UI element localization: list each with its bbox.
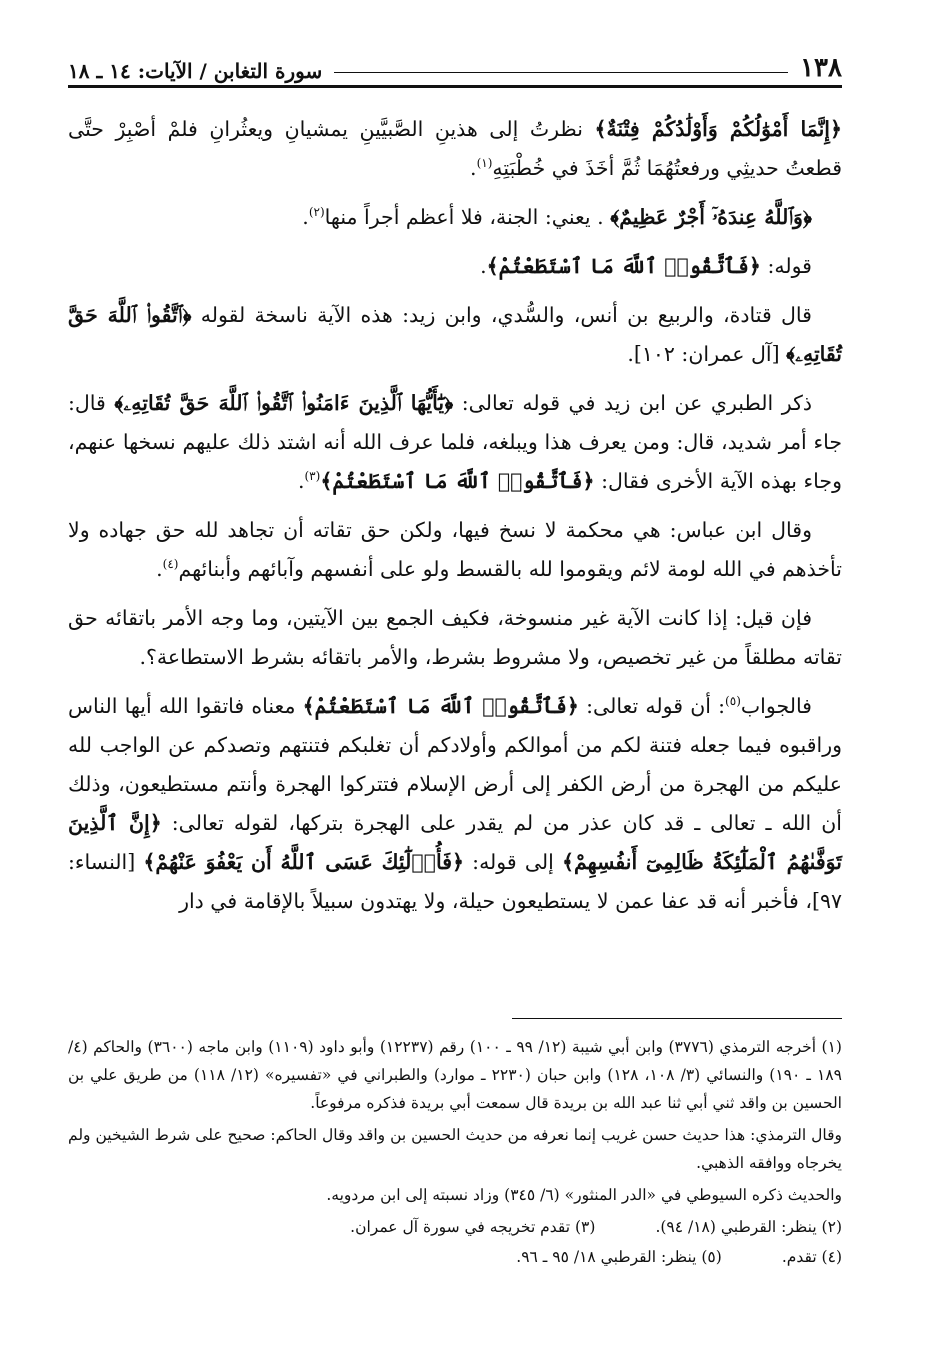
paragraph-text: [النساء: ٩٧]، فأخبر أنه قد عفا عمن لا يستطيعون حيلة، ولا يهتدون سبيلاً بالإقامة في دار xyxy=(68,850,842,913)
paragraph-text: إلى قوله: xyxy=(472,850,554,874)
footnote-2: (٢) ينظر: القرطبي (١٨/ ٩٤). xyxy=(655,1218,842,1236)
paragraph-text: معناه فاتقوا الله أيها الناس وراقبوه فيما جعله فتنة لكم من أموالكم وأولادكم أن تغلبكم فتنتهم وتصدكم عن الواجب لله عليكم من الهجرة من أرض الكفر إلى أرض الإسلام فتتركوا الهجرة وأنتم مستطيعون، وذلك أن الله ـ تعالى ـ قد كان عذر من لم يقدر على الهجرة بتركها، لقوله تعالى: xyxy=(68,694,842,835)
header-rule xyxy=(334,72,788,73)
quran-verse: ﴿وَٱللَّهُ عِندَهُۥٓ أَجْرٌ عَظِيمٌ﴾ xyxy=(610,205,812,229)
footnote-row xyxy=(68,1213,842,1241)
quran-verse: ﴿فَٱتَّقُوا۟ ٱللَّهَ مَا ٱسْتَطَعْتُمْ﴾ xyxy=(302,694,579,718)
paragraph-text: نظرتُ إلى هذينِ الصَّبيَّينِ يمشيانِ ويعثُرانِ فلمْ أصْبِرْ حتَّى قطعتُ حديثِي ورفعتُهُمَا ثُمَّ أخَذَ في خُطْبَتِهِ xyxy=(68,117,842,180)
verse-citation: [آل عمران: ١٠٢]. xyxy=(627,342,780,366)
punctuation: . xyxy=(297,469,305,493)
document-page xyxy=(68,48,842,1338)
paragraph xyxy=(68,599,842,677)
paragraph-text: ذكر الطبري عن ابن زيد في قوله تعالى: xyxy=(461,391,812,415)
quran-verse: ﴿ٱتَّقُوا۟ ٱللَّهَ حَقَّ تُقَاتِهِۦ﴾ xyxy=(68,303,842,366)
page-number: ١٣٨ xyxy=(800,53,842,83)
footnote-list xyxy=(68,1033,842,1271)
punctuation: . xyxy=(480,254,487,278)
paragraph xyxy=(68,384,842,501)
quran-verse: ﴿إِنَّمَا أَمْوَٰلُكُمْ وَأَوْلَٰدُكُمْ فِتْنَةٌ﴾ xyxy=(594,117,842,141)
paragraph xyxy=(68,511,842,589)
footnotes xyxy=(68,1018,842,1271)
punctuation: . xyxy=(470,156,477,180)
paragraph-text: قال: جاء أمر شديد، قال: ومن يعرف هذا ويبلغه، فلما عرف الله أنه اشتد ذلك عليهم نسخها عنهم، وجاء بهذه الآية الأخرى فقال: xyxy=(68,391,842,493)
footnote-ref[interactable]: (١) xyxy=(476,156,493,171)
paragraph-text: وقال ابن عباس: هي محكمة لا نسخ فيها، ولكن حق تقاته أن تجاهد لله حق جهاده ولا تأخذهم في الله لومة لائم ويقوموا لله بالقسط ولو على أنفسهم وآبائهم وأبنائهم xyxy=(68,518,842,581)
paragraph xyxy=(68,687,842,921)
footnote-ref[interactable]: (٣) xyxy=(304,469,321,484)
footnote-1-note: والحديث ذكره السيوطي في «الدر المنثور» (٦/ ٣٤٥) وزاد نسبته إلى ابن مردويه. xyxy=(326,1186,842,1204)
paragraph xyxy=(68,110,842,188)
footnote-row xyxy=(68,1243,842,1271)
quran-verse: ﴿يَٰٓأَيُّهَا ٱلَّذِينَ ءَامَنُوا۟ ٱتَّقُوا۟ ٱللَّهَ حَقَّ تُقَاتِهِۦ﴾ xyxy=(114,391,454,415)
footnote-4: (٤) تقدم. xyxy=(781,1248,842,1266)
paragraph xyxy=(68,247,842,286)
paragraph-text: قال قتادة، والربيع بن أنس، والسُّدي، وابن زيد: هذه الآية ناسخة لقوله xyxy=(200,303,812,327)
body-text xyxy=(68,110,842,921)
paragraph-text: فالجواب xyxy=(740,694,812,718)
paragraph xyxy=(68,198,842,237)
running-title: سورة التغابن / الآيات: ١٤ ـ ١٨ xyxy=(68,59,323,83)
footnote-ref[interactable]: (٥) xyxy=(725,694,741,709)
paragraph-text: قوله: xyxy=(767,254,812,278)
footnote-5: (٥) ينظر: القرطبي ١٨/ ٩٥ ـ ٩٦. xyxy=(516,1248,722,1266)
footnote-1-note: وقال الترمذي: هذا حديث حسن غريب إنما نعرفه من حديث الحسين بن واقد وقال الحاكم: صحيح على شرط الشيخين ولم يخرجاه ووافقه الذهبي. xyxy=(68,1126,842,1172)
quran-verse: ﴿فَأُو۟لَٰٓئِكَ عَسَى ٱللَّهُ أَن يَعْفُوَ عَنْهُمْ﴾ xyxy=(143,850,465,874)
footnote-ref[interactable]: (٢) xyxy=(308,205,325,220)
footnote-rule xyxy=(512,1018,842,1019)
quran-verse: ﴿فَٱتَّقُوا۟ ٱللَّهَ مَا ٱسْتَطَعْتُمْ﴾ xyxy=(486,254,761,278)
footnote-3: (٣) تقدم تخريجه في سورة آل عمران. xyxy=(350,1218,596,1236)
quran-verse: ﴿إِنَّ ٱلَّذِينَ تَوَفَّىٰهُمُ ٱلْمَلَٰٓئِكَةُ ظَالِمِىٓ أَنفُسِهِمْ﴾ xyxy=(68,811,842,874)
punctuation: . xyxy=(302,205,309,229)
paragraph xyxy=(68,296,842,374)
paragraph-text: . يعني: الجنة، فلا أعظم أجراً منها xyxy=(324,205,604,229)
page-header xyxy=(68,48,842,88)
punctuation: . xyxy=(156,557,163,581)
paragraph-text: : أن قوله تعالى: xyxy=(586,694,726,718)
footnote-1: (١) أخرجه الترمذي (٣٧٧٦) وابن أبي شيبة (١٢/ ٩٩ ـ ١٠٠) رقم (١٢٢٣٧) وأبو داود (١١٠٩) وابن ماجه (٣٦٠٠) والحاكم (٤/ ١٨٩ ـ ١٩٠) والنسائي (٣/ ١٠٨، ١٢٨) وابن حبان (٢٢٣٠ ـ موارد) والطبراني في «تفسيره» (١٢/ ١١٨) من طريق علي بن الحسين بن واقد ثني أبي ثنا عبد الله بن بريدة قال سمعت أبي بريدة فذكره مرفوعاً. xyxy=(68,1038,842,1112)
paragraph-text: فإن قيل: إذا كانت الآية غير منسوخة، فكيف الجمع بين الآيتين، وما وجه الأمر باتقائه حق تقاته مطلقاً من غير تخصيص، ولا مشروط بشرط، والأمر باتقائه بشرط الاستطاعة؟. xyxy=(68,606,842,669)
footnote-ref[interactable]: (٤) xyxy=(162,557,179,572)
quran-verse: ﴿فَٱتَّقُوا۟ ٱللَّهَ مَا ٱسْتَطَعْتُمْ﴾ xyxy=(320,469,595,493)
